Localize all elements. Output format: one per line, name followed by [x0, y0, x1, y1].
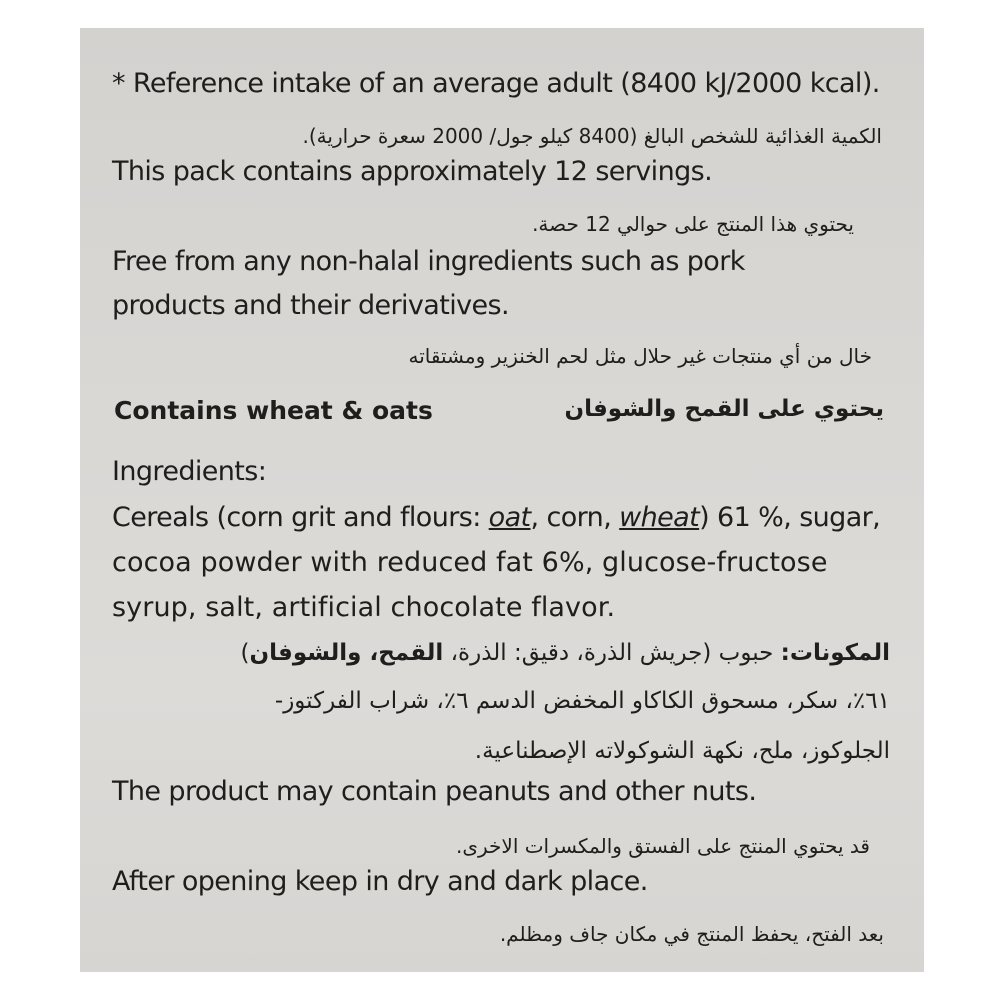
ingredients-line1-sep: , corn, — [530, 502, 620, 533]
ingredients-arabic-line1-rest: حبوب (جريش الذرة، دقيق: الذرة، — [443, 640, 781, 666]
ingredients-line1-suffix: ) 61 %, sugar, — [699, 502, 881, 533]
halal-arabic: خال من أي منتجات غير حلال مثل لحم الخنزير ومشتقاته — [408, 344, 872, 368]
nuts-warning-arabic: قد يحتوي المنتج على الفستق والمكسرات الاخرى. — [456, 834, 870, 858]
ingredient-oat-highlight: oat — [488, 502, 531, 533]
ingredient-wheat-highlight: wheat — [619, 502, 700, 533]
storage-text: After opening keep in dry and dark place. — [112, 866, 648, 897]
ingredients-line3: syrup, salt, artificial chocolate flavor. — [112, 592, 616, 623]
reference-intake-arabic: الكمية الغذائية للشخص البالغ (8400 كيلو جول/ 2000 سعرة حرارية). — [302, 124, 882, 148]
ingredients-arabic-line3: الجلوكوز، ملح، نكهة الشوكولاته الإصطناعية. — [474, 738, 890, 764]
ingredients-arabic-line2: ٦١٪، سكر، مسحوق الكاكاو المخفض الدسم ٦٪، شراب الفركتوز- — [274, 688, 890, 714]
contains-allergens-text: Contains wheat & oats — [114, 396, 433, 425]
reference-intake-text: * Reference intake of an average adult (8400 kJ/2000 kcal). — [112, 68, 880, 99]
ingredients-line2: cocoa powder with reduced fat 6%, glucose-fructose — [112, 547, 828, 578]
halal-text-line2: products and their derivatives. — [112, 290, 509, 321]
contains-allergens-arabic: يحتوي على القمح والشوفان — [564, 396, 884, 422]
ingredients-arabic-line1-end: ) — [240, 640, 250, 666]
ingredients-title: Ingredients: — [112, 456, 267, 487]
servings-arabic: يحتوي هذا المنتج على حوالي 12 حصة. — [532, 212, 854, 236]
halal-text-line1: Free from any non-halal ingredients such as pork — [112, 246, 745, 277]
ingredients-arabic-line1 — [241, 640, 890, 666]
label-photo — [80, 28, 924, 972]
ingredients-arabic-allergens: القمح، والشوفان — [249, 640, 444, 666]
ingredients-arabic-label: المكونات: — [780, 640, 890, 666]
ingredients-line1 — [112, 502, 880, 533]
servings-text: This pack contains approximately 12 servings. — [112, 156, 713, 187]
ingredients-line1-prefix: Cereals (corn grit and flours: — [112, 502, 489, 533]
nuts-warning-text: The product may contain peanuts and other nuts. — [112, 776, 757, 807]
storage-arabic: بعد الفتح، يحفظ المنتج في مكان جاف ومظلم. — [499, 922, 884, 946]
